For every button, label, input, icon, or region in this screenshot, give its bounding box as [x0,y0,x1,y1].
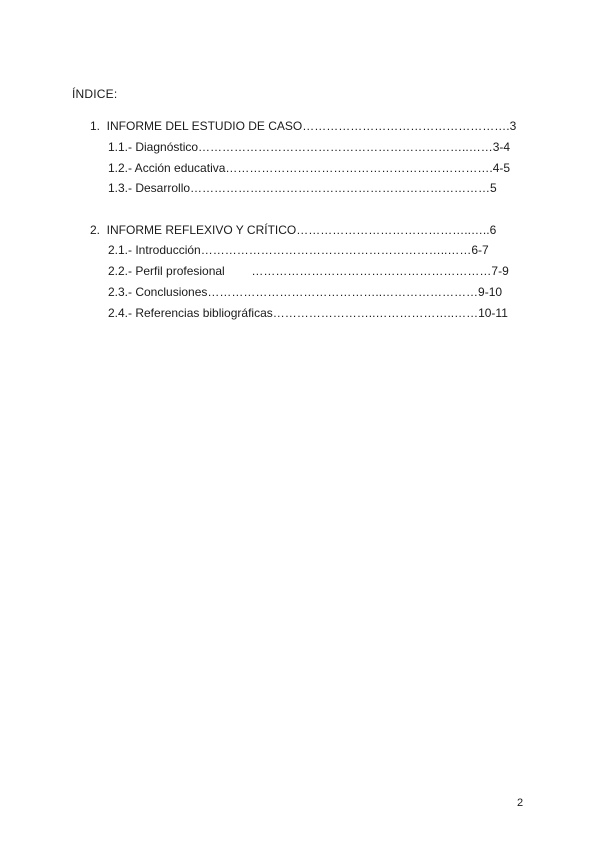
page-number: 2 [517,797,524,809]
toc-item-1-2: 1.2.- Acción educativa………………………………………………………….4-5 [108,161,511,175]
toc-section-2: 2. INFORME REFLEXIVO Y CRÍTICO……………………………………..…..6 [90,223,497,237]
toc-item-2-3: 2.3.- Conclusiones……………………………………..……………………9-10 [108,285,503,299]
toc-item-2-4: 2.4.- Referencias bibliográficas……………………..………………..……10-11 [108,306,508,320]
toc-item-1-1: 1.1.- Diagnóstico…………………………………………………………..……3-4 [108,140,511,154]
toc-item-2-1: 2.1.- Introducción……………………………………………………..……6-7 [108,243,489,257]
index-title: ÍNDICE: [72,87,118,101]
toc-section-1: 1. INFORME DEL ESTUDIO DE CASO…………………………………………….3 [90,119,517,133]
toc-item-2-2: 2.2.- Perfil profesional ……………………………………………………7-9 [108,264,509,278]
toc-item-1-3: 1.3.- Desarrollo…………………………………………………………………5 [108,181,497,195]
